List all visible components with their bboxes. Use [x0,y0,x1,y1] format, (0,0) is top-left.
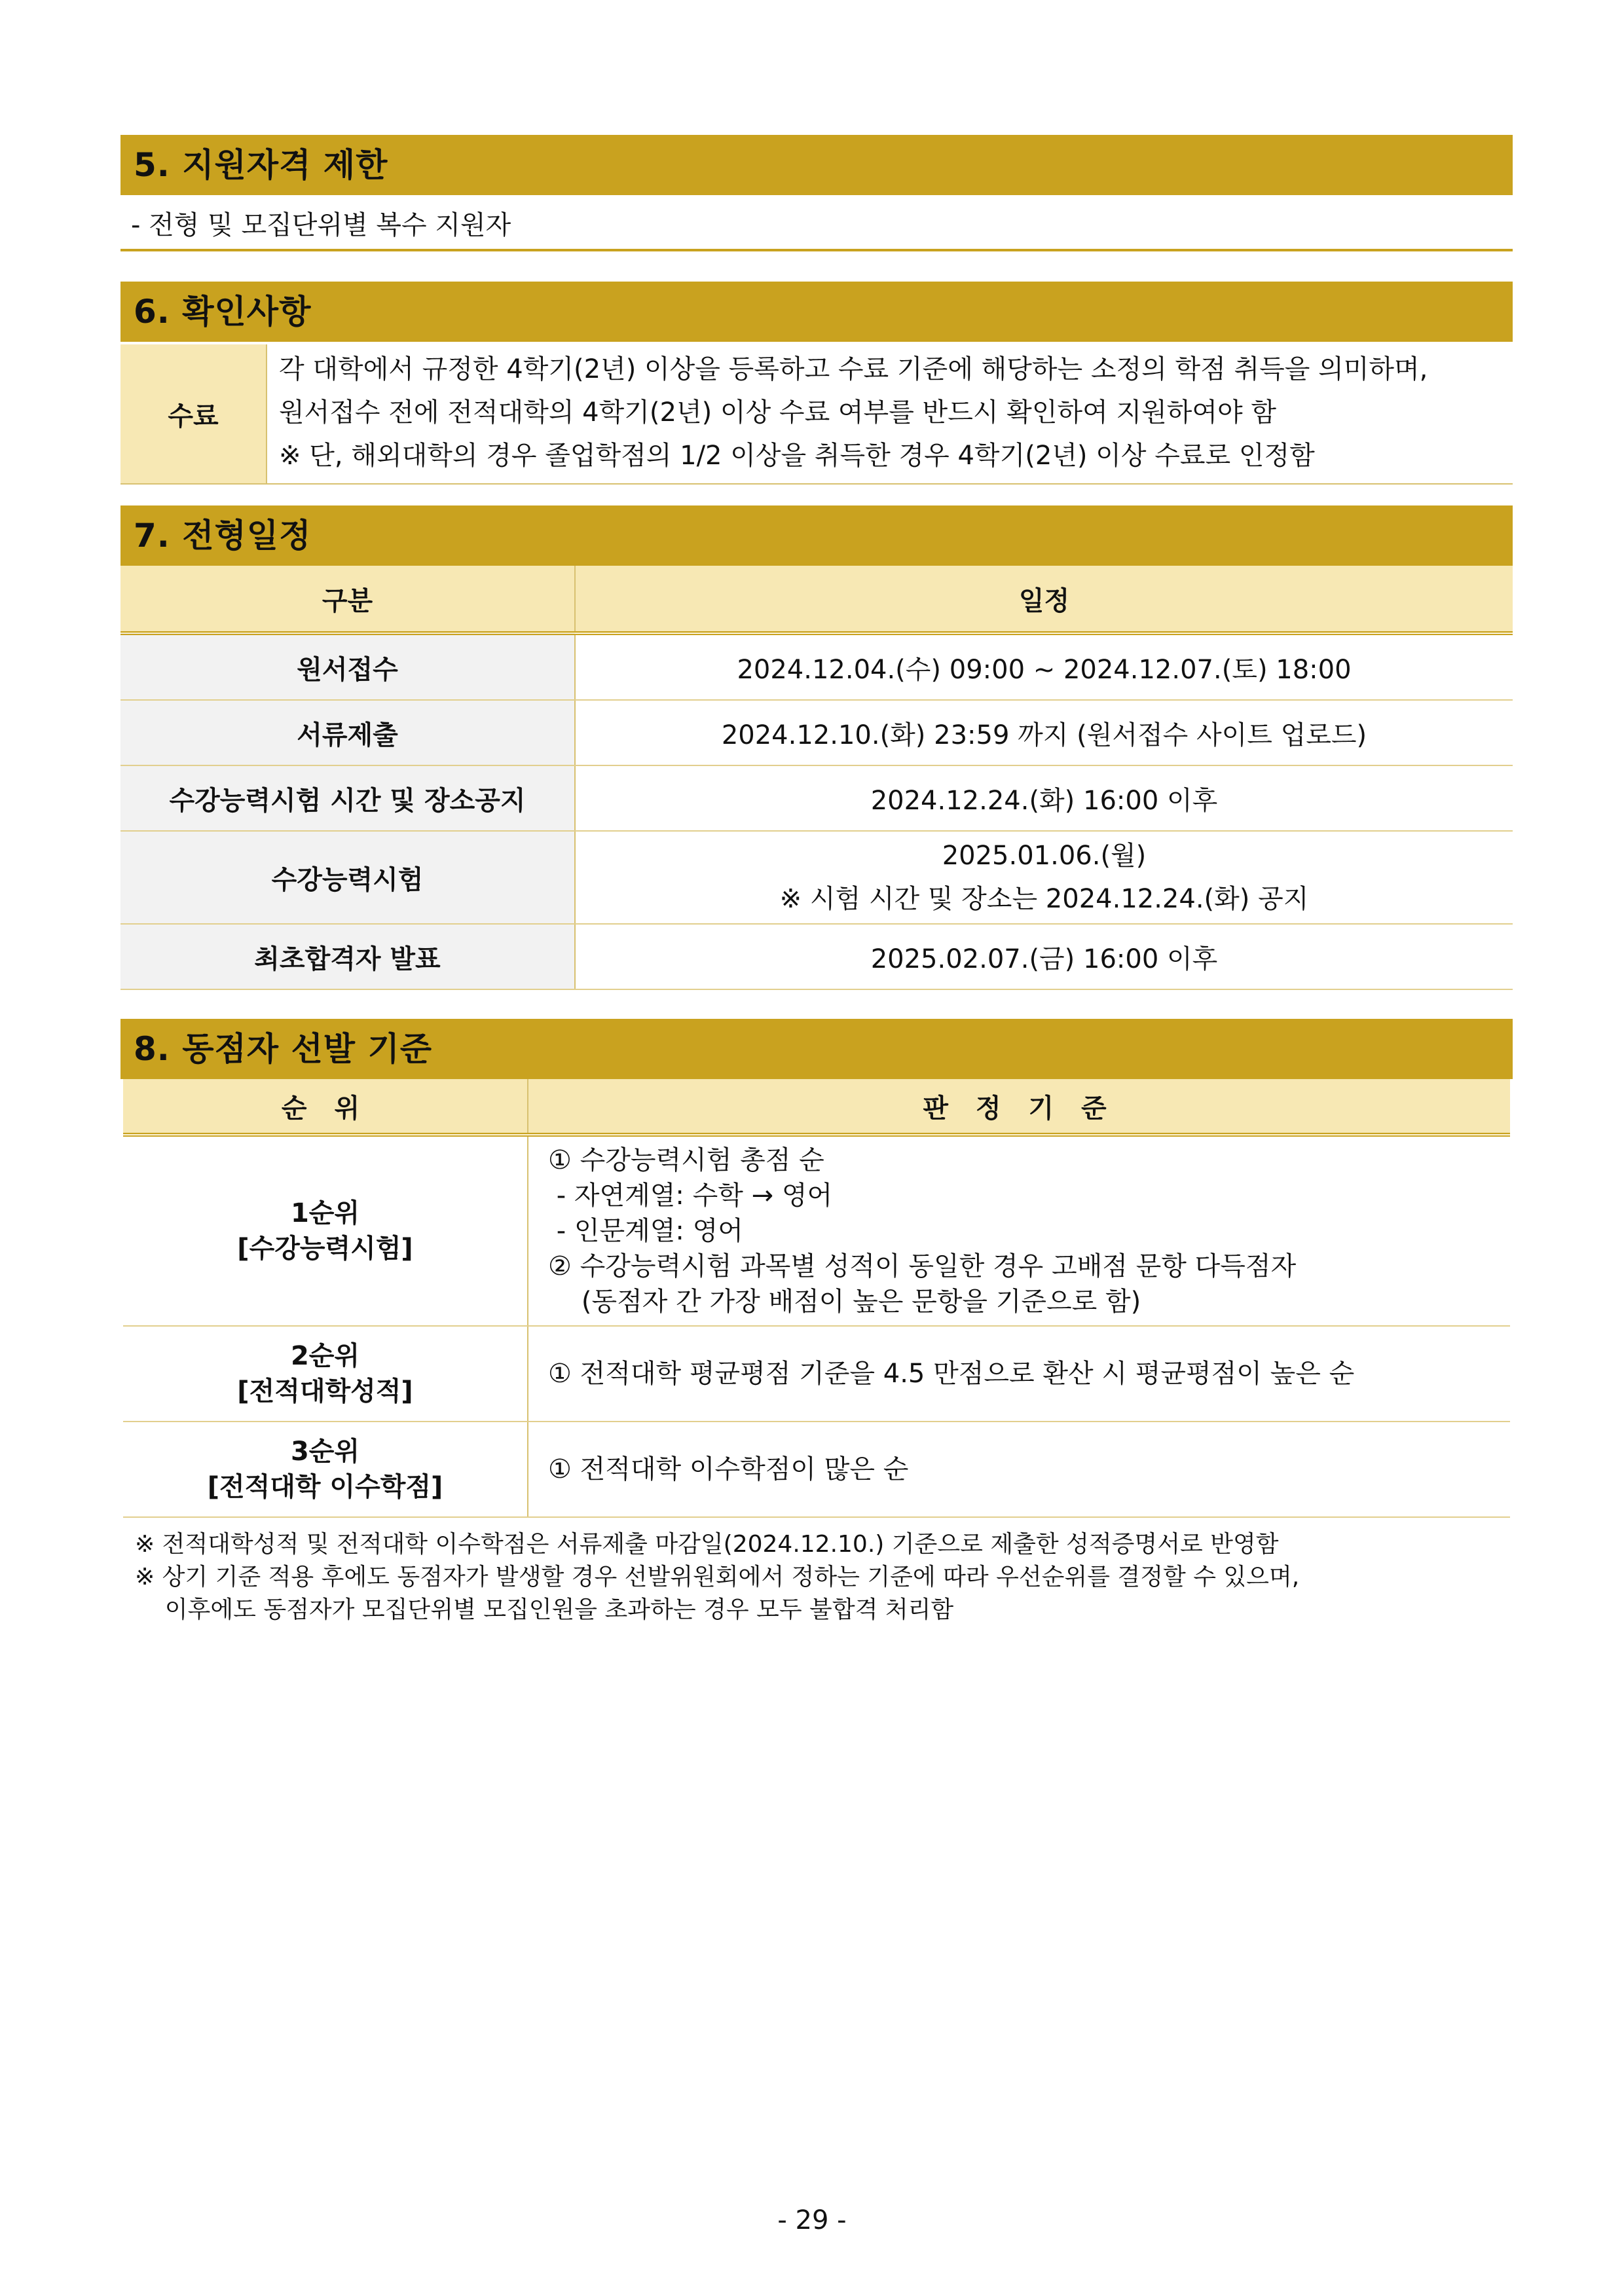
schedule-value: 2025.02.07.(금) 16:00 이후 [575,924,1513,989]
section-6-title: 6. 확인사항 [120,282,1513,342]
schedule-value: 2024.12.04.(수) 09:00 ~ 2024.12.07.(토) 18:00 [575,633,1513,700]
footnote: 이후에도 동점자가 모집단위별 모집인원을 초과하는 경우 모두 불합격 처리함 [135,1596,954,1623]
schedule-label: 최초합격자 발표 [120,924,575,989]
section-7-title: 7. 전형일정 [120,505,1513,566]
schedule-value-multi [575,831,1513,924]
schedule-value: 2024.12.10.(화) 23:59 까지 (원서접수 사이트 업로드) [575,700,1513,765]
criteria-line: ① 전적대학 이수학점이 많은 순 [548,1454,909,1484]
rank-basis: [전적대학 이수학점] [207,1472,443,1502]
section-5-title: 5. 지원자격 제한 [120,135,1513,195]
table-row [123,1326,1510,1422]
rank-basis: [전적대학성적] [237,1376,413,1406]
section-8-title: 8. 동점자 선발 기준 [120,1019,1513,1079]
tiebreak-header-criteria: 판 정 기 준 [528,1079,1510,1135]
table-row [120,831,1513,924]
section-5-item: - 전형 및 모집단위별 복수 지원자 [131,210,511,240]
section-6-divider [120,483,1513,485]
tiebreak-criteria-cell [528,1135,1510,1326]
criteria-line: ① 전적대학 평균평점 기준을 4.5 만점으로 환산 시 평균평점이 높은 순 [548,1359,1355,1389]
schedule-note: ※ 시험 시간 및 장소는 2024.12.24.(화) 공지 [779,884,1309,914]
tiebreak-criteria-cell [528,1422,1510,1517]
table-row [120,765,1513,831]
criteria-line: - 자연계열: 수학 → 영어 [548,1181,833,1211]
schedule-table [120,566,1513,990]
tiebreak-header-row [123,1079,1510,1135]
table-row [123,1422,1510,1517]
completion-line-2: 원서접수 전에 전적대학의 4학기(2년) 이상 수료 여부를 반드시 확인하여 지원하여야 함 [279,397,1277,428]
rank-basis: [수강능력시험] [237,1234,413,1264]
completion-label: 수료 [120,344,266,483]
schedule-value: 2025.01.06.(월) [942,841,1147,871]
schedule-header-row [120,566,1513,633]
tiebreak-header-rank: 순 위 [123,1079,528,1135]
criteria-line: ② 수강능력시험 과목별 성적이 동일한 경우 고배점 문항 다득점자 [548,1251,1297,1281]
rank-label: 2순위 [290,1341,360,1371]
completion-line-1: 각 대학에서 규정한 4학기(2년) 이상을 등록하고 수료 기준에 해당하는 소정의 학점 취득을 의미하며, [279,354,1428,384]
table-row [123,1135,1510,1326]
rank-label: 1순위 [290,1198,360,1228]
table-row [120,700,1513,765]
criteria-line: - 인문계열: 영어 [548,1216,743,1246]
tiebreak-rank-cell [123,1135,528,1326]
table-row [120,924,1513,989]
table-row [120,633,1513,700]
tiebreak-table [123,1079,1510,1518]
tiebreak-rank-cell [123,1422,528,1517]
schedule-label: 수강능력시험 [120,831,575,924]
schedule-header-category: 구분 [120,566,575,633]
schedule-label: 수강능력시험 시간 및 장소공지 [120,765,575,831]
page-number: - 29 - [777,2205,847,2235]
schedule-label: 서류제출 [120,700,575,765]
footnote: ※ 전적대학성적 및 전적대학 이수학점은 서류제출 마감일(2024.12.10.) 기준으로 제출한 성적증명서로 반영함 [135,1531,1279,1558]
tiebreak-rank-cell [123,1326,528,1422]
section-5-divider [120,249,1513,251]
criteria-line: (동점자 간 가장 배점이 높은 문항을 기준으로 함) [548,1287,1141,1317]
tiebreak-criteria-cell [528,1326,1510,1422]
schedule-label: 원서접수 [120,633,575,700]
completion-line-3: ※ 단, 해외대학의 경우 졸업학점의 1/2 이상을 취득한 경우 4학기(2년) 이상 수료로 인정함 [279,441,1315,471]
section-6-column-divider [266,344,267,483]
schedule-value: 2024.12.24.(화) 16:00 이후 [575,765,1513,831]
footnote: ※ 상기 기준 적용 후에도 동점자가 발생할 경우 선발위원회에서 정하는 기준에 따라 우선순위를 결정할 수 있으며, [135,1564,1300,1590]
schedule-header-date: 일정 [575,566,1513,633]
rank-label: 3순위 [290,1437,360,1467]
criteria-line: ① 수강능력시험 총점 순 [548,1145,824,1175]
